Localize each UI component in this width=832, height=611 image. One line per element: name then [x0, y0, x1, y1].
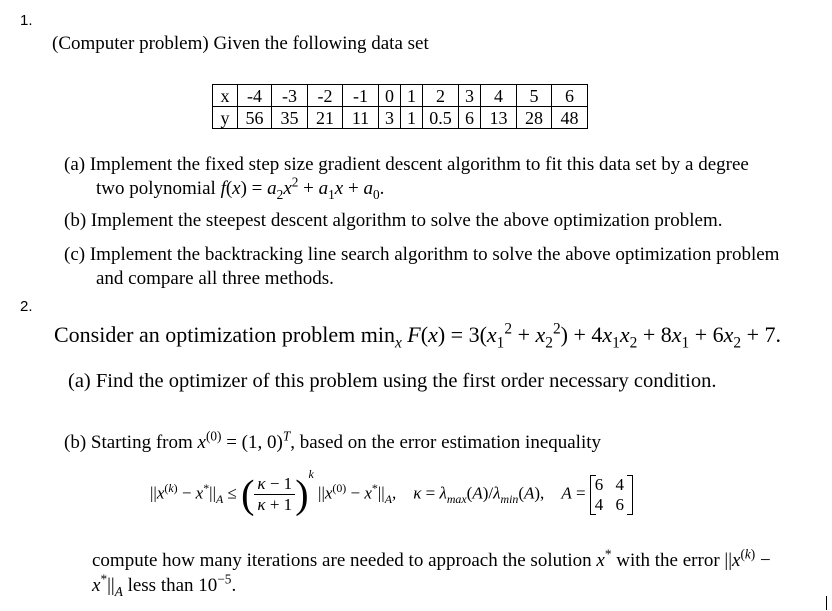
table-row-label: y: [213, 107, 238, 129]
table-cell: 21: [308, 107, 343, 129]
problem-2-number: 2.: [20, 298, 33, 315]
text-cursor: [826, 596, 827, 610]
table-cell: 35: [272, 107, 308, 129]
table-cell: 4: [481, 85, 517, 107]
table-cell: 6: [459, 107, 481, 129]
problem-2-statement: Consider an optimization problem $\min_x F(x) = 3(x_1^2 + x_2^2) + 4x_1x_2 + 8x_1 + 6x_2 + 7$.: [54, 320, 782, 352]
problem-1-intro: (Computer problem) Given the following data set: [52, 33, 429, 54]
table-cell: 56: [238, 107, 272, 129]
part-a-line2: two polynomial $f(x) = a_2x^2 + a_1x + a_0$.: [96, 174, 385, 202]
data-table: [212, 84, 588, 129]
compute-line1: compute how many iterations are needed to approach the solution x* with the error $||x^{(k)}$ −: [92, 546, 771, 571]
table-row-label: x: [213, 85, 238, 107]
problem-2-part-b: (b) Starting from $x^{(0)} = (1$, 0)$^T$, based on the error estimation inequality: [64, 428, 602, 453]
table-cell: -2: [308, 85, 343, 107]
table-cell: 3: [459, 85, 481, 107]
table-cell: 11: [343, 107, 379, 129]
table-cell: -1: [343, 85, 379, 107]
matrix-a: 6 4 4 6: [590, 475, 633, 515]
table-cell: 1: [401, 85, 423, 107]
table-cell: 0: [379, 85, 401, 107]
table-row-x: [213, 85, 588, 107]
table-cell: 1: [401, 107, 423, 129]
part-a-line1: (a) Implement the fixed step size gradient descent algorithm to fit this data set by a degree: [64, 154, 749, 175]
part-c-line1: (c) Implement the backtracking line search algorithm to solve the above optimization problem: [64, 244, 780, 265]
part-c-line2: and compare all three methods.: [96, 268, 334, 289]
table-cell: 5: [517, 85, 552, 107]
table-cell: 48: [552, 107, 588, 129]
table-cell: 0.5: [423, 107, 459, 129]
problem-2-part-a: (a) Find the optimizer of this problem using the first order necessary condition.: [68, 370, 717, 392]
table-cell: -3: [272, 85, 308, 107]
part-b-text: (b) Implement the steepest descent algorithm to solve the above optimization problem.: [64, 210, 723, 231]
table-cell: 6: [552, 85, 588, 107]
table-cell: 3: [379, 107, 401, 129]
compute-line2: $x^*||_A$ less than $10^{-5}$.: [92, 571, 237, 599]
table-cell: 28: [517, 107, 552, 129]
table-cell: 13: [481, 107, 517, 129]
table-cell: -4: [238, 85, 272, 107]
table-cell: 2: [423, 85, 459, 107]
problem-1-number: 1.: [20, 12, 33, 29]
error-inequality: $||x^{(k)} - x^*||_A$ ≤ ( $\frac{\kappa - 1}{\kappa + 1}$ )$^k$ $||x^{(0)} - x^*||_A$, $\kappa = \lambda_{max}(A)/\lambda_{min}(A)$, A = 6 4 4 6: [150, 474, 633, 515]
table-row-y: [213, 107, 588, 129]
